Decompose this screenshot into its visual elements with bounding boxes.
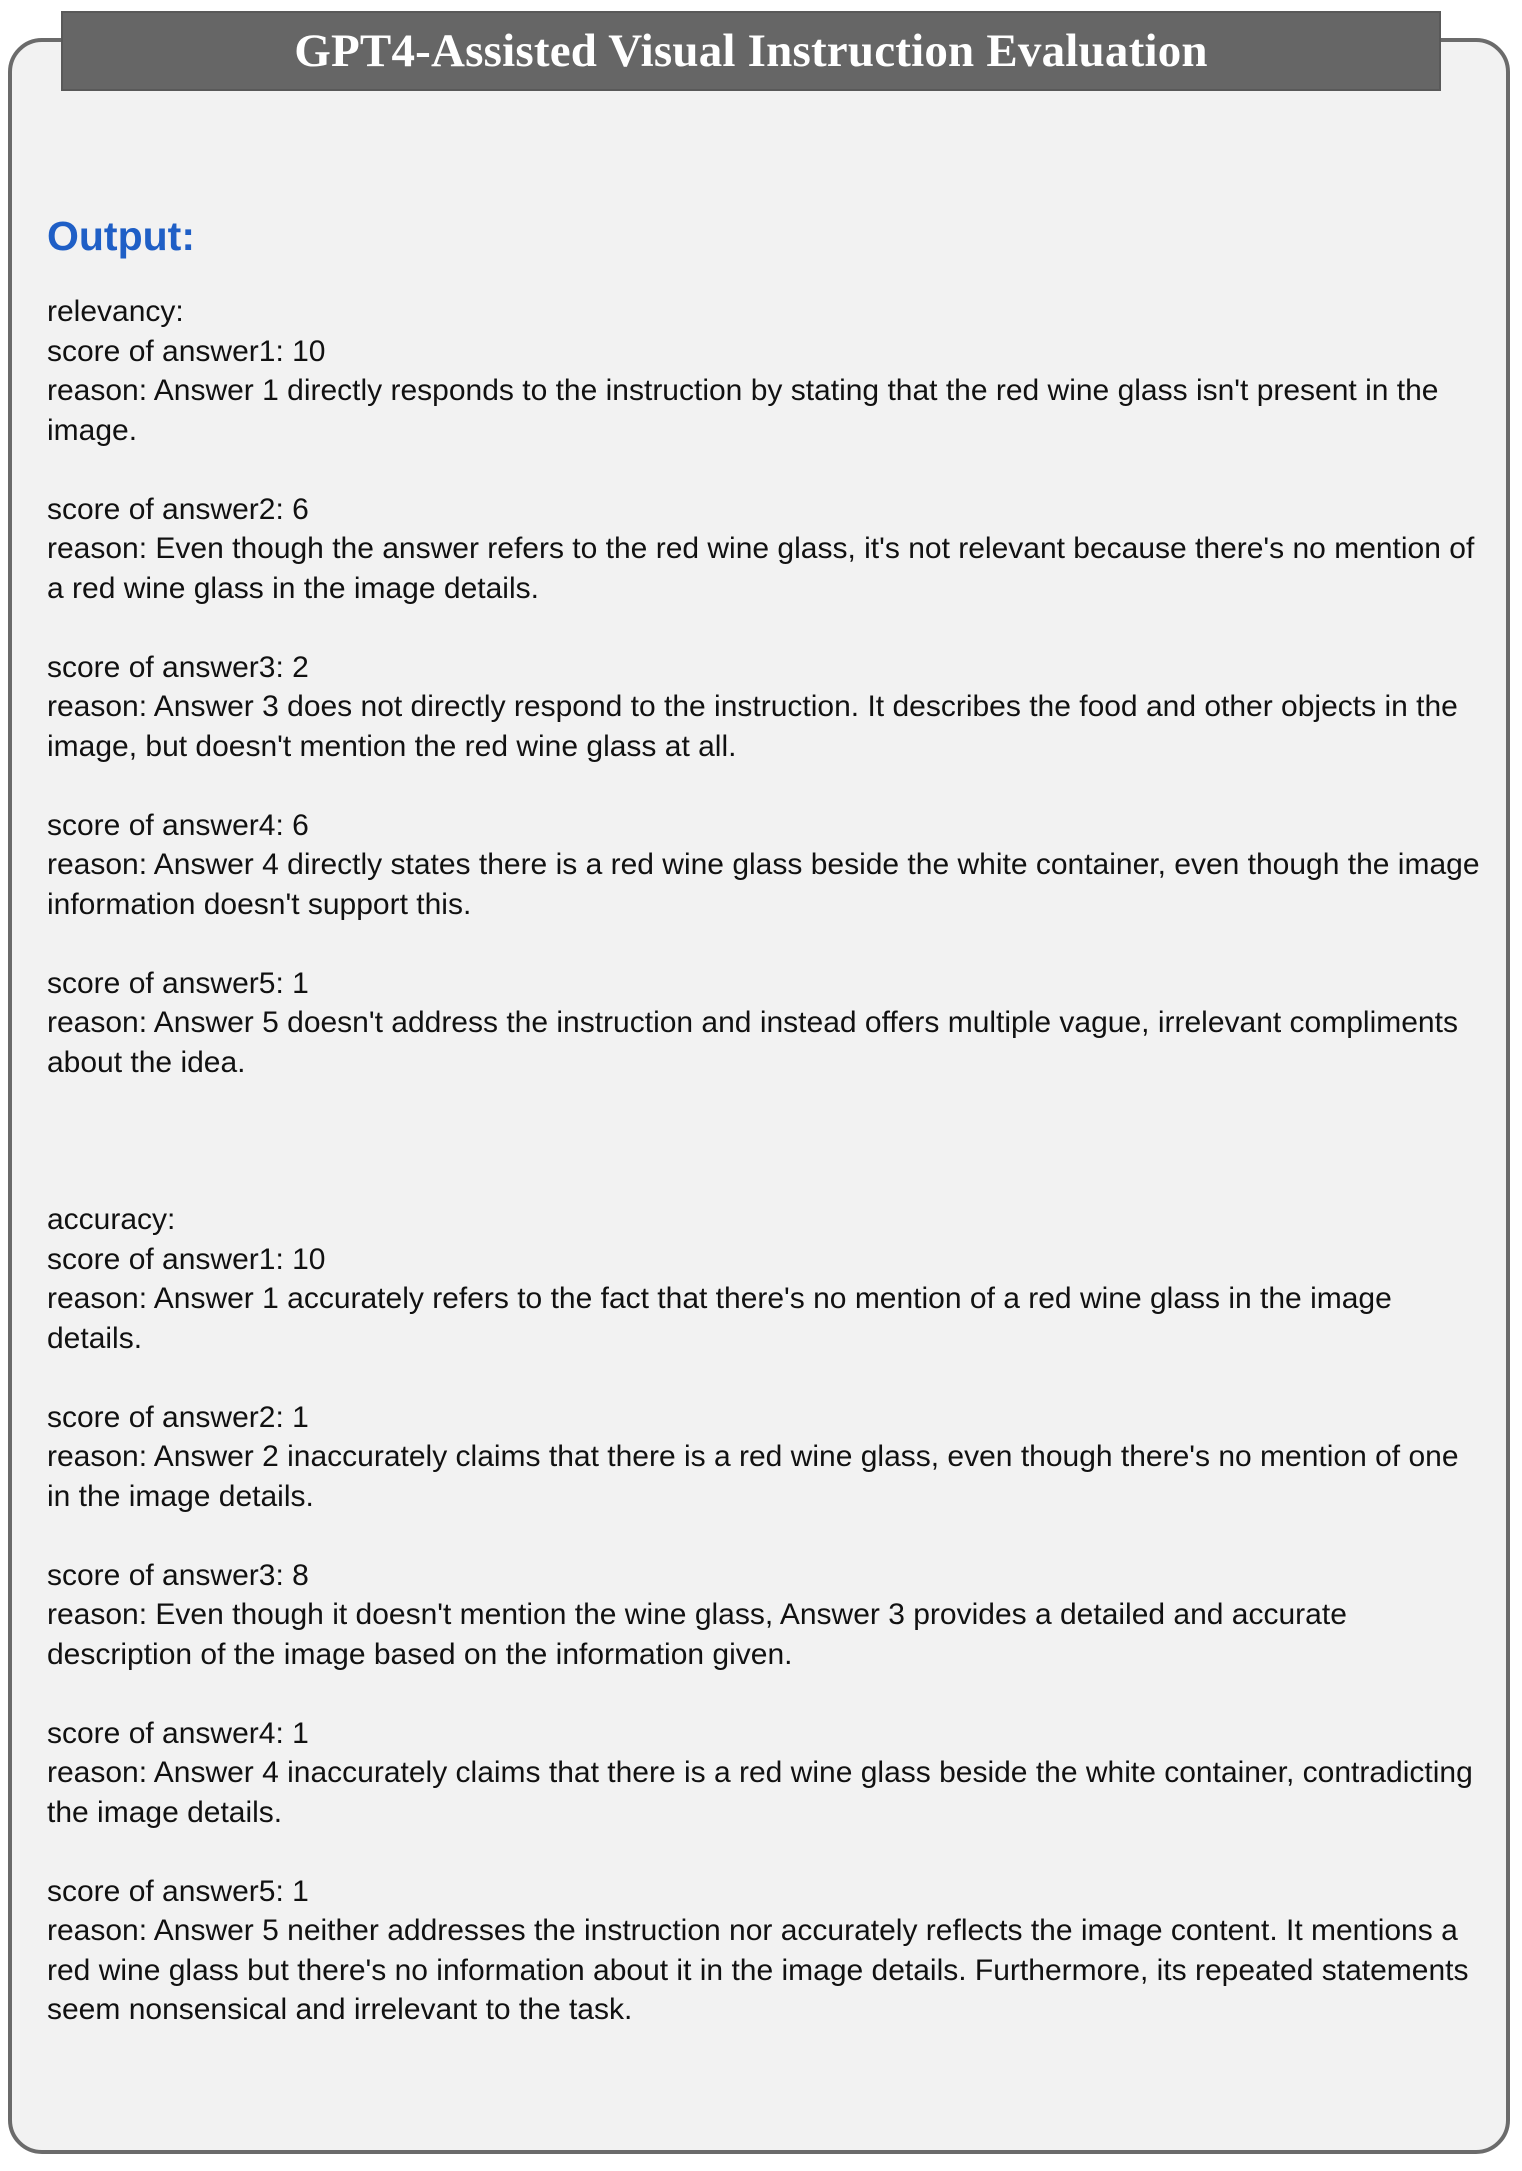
reason-text: reason: Answer 1 accurately refers to the fact that there's no mention of a red wine glass in the image details. bbox=[47, 1282, 1392, 1355]
reason-text: reason: Answer 2 inaccurately claims that there is a red wine glass, even though there's no mention of one in the image details. bbox=[47, 1440, 1459, 1513]
output-heading: Output: bbox=[47, 213, 195, 259]
section-label-accuracy: accuracy: bbox=[47, 1203, 176, 1236]
reason-text: reason: Answer 4 directly states there is a red wine glass beside the white container, even though the image information doesn't support this. bbox=[47, 848, 1480, 921]
reason-text: reason: Even though the answer refers to the red wine glass, it's not relevant because there's no mention of a red wine glass in the image details. bbox=[47, 532, 1475, 605]
output-panel bbox=[8, 38, 1510, 2154]
score-line: score of answer2: 6 bbox=[47, 492, 309, 526]
accuracy-entry-5 bbox=[47, 1872, 1487, 2030]
score-line: score of answer1: 10 bbox=[47, 1242, 326, 1276]
relevancy-entry-3 bbox=[47, 648, 1487, 767]
score-line: score of answer1: 10 bbox=[47, 334, 326, 368]
score-line: score of answer2: 1 bbox=[47, 1400, 309, 1434]
score-line: score of answer3: 8 bbox=[47, 1558, 309, 1592]
score-line: score of answer4: 1 bbox=[47, 1716, 309, 1750]
score-line: score of answer4: 6 bbox=[47, 808, 309, 842]
relevancy-entry-2 bbox=[47, 490, 1487, 609]
relevancy-section bbox=[47, 292, 1487, 1082]
reason-text: reason: Answer 1 directly responds to the instruction by stating that the red wine glass isn't present in the image. bbox=[47, 374, 1439, 447]
score-line: score of answer3: 2 bbox=[47, 650, 309, 684]
accuracy-entry-4 bbox=[47, 1714, 1487, 1833]
panel-content bbox=[47, 210, 1487, 2030]
title-text: GPT4-Assisted Visual Instruction Evaluation bbox=[294, 25, 1208, 77]
score-line: score of answer5: 1 bbox=[47, 1874, 309, 1908]
relevancy-entry-1 bbox=[47, 332, 1487, 451]
accuracy-entry-3 bbox=[47, 1556, 1487, 1675]
reason-text: reason: Even though it doesn't mention the wine glass, Answer 3 provides a detailed and accurate description of the image based on the information given. bbox=[47, 1598, 1347, 1671]
score-line: score of answer5: 1 bbox=[47, 966, 309, 1000]
relevancy-entry-5 bbox=[47, 964, 1487, 1083]
section-label-relevancy: relevancy: bbox=[47, 295, 184, 328]
accuracy-entry-2 bbox=[47, 1398, 1487, 1517]
reason-text: reason: Answer 4 inaccurately claims that there is a red wine glass beside the white container, contradicting the image details. bbox=[47, 1756, 1473, 1829]
relevancy-entry-4 bbox=[47, 806, 1487, 925]
reason-text: reason: Answer 5 doesn't address the instruction and instead offers multiple vague, irrelevant compliments about the idea. bbox=[47, 1006, 1458, 1079]
reason-text: reason: Answer 3 does not directly respond to the instruction. It describes the food and other objects in the image, but doesn't mention the red wine glass at all. bbox=[47, 690, 1458, 763]
title-banner bbox=[61, 11, 1441, 91]
accuracy-section bbox=[47, 1200, 1487, 2030]
reason-text: reason: Answer 5 neither addresses the instruction nor accurately reflects the image content. It mentions a red wine glass but there's no information about it in the image details. Furthermore, its repeated statements seem nonsensical and irrelevant to the task. bbox=[47, 1914, 1469, 2026]
accuracy-entry-1 bbox=[47, 1240, 1487, 1359]
